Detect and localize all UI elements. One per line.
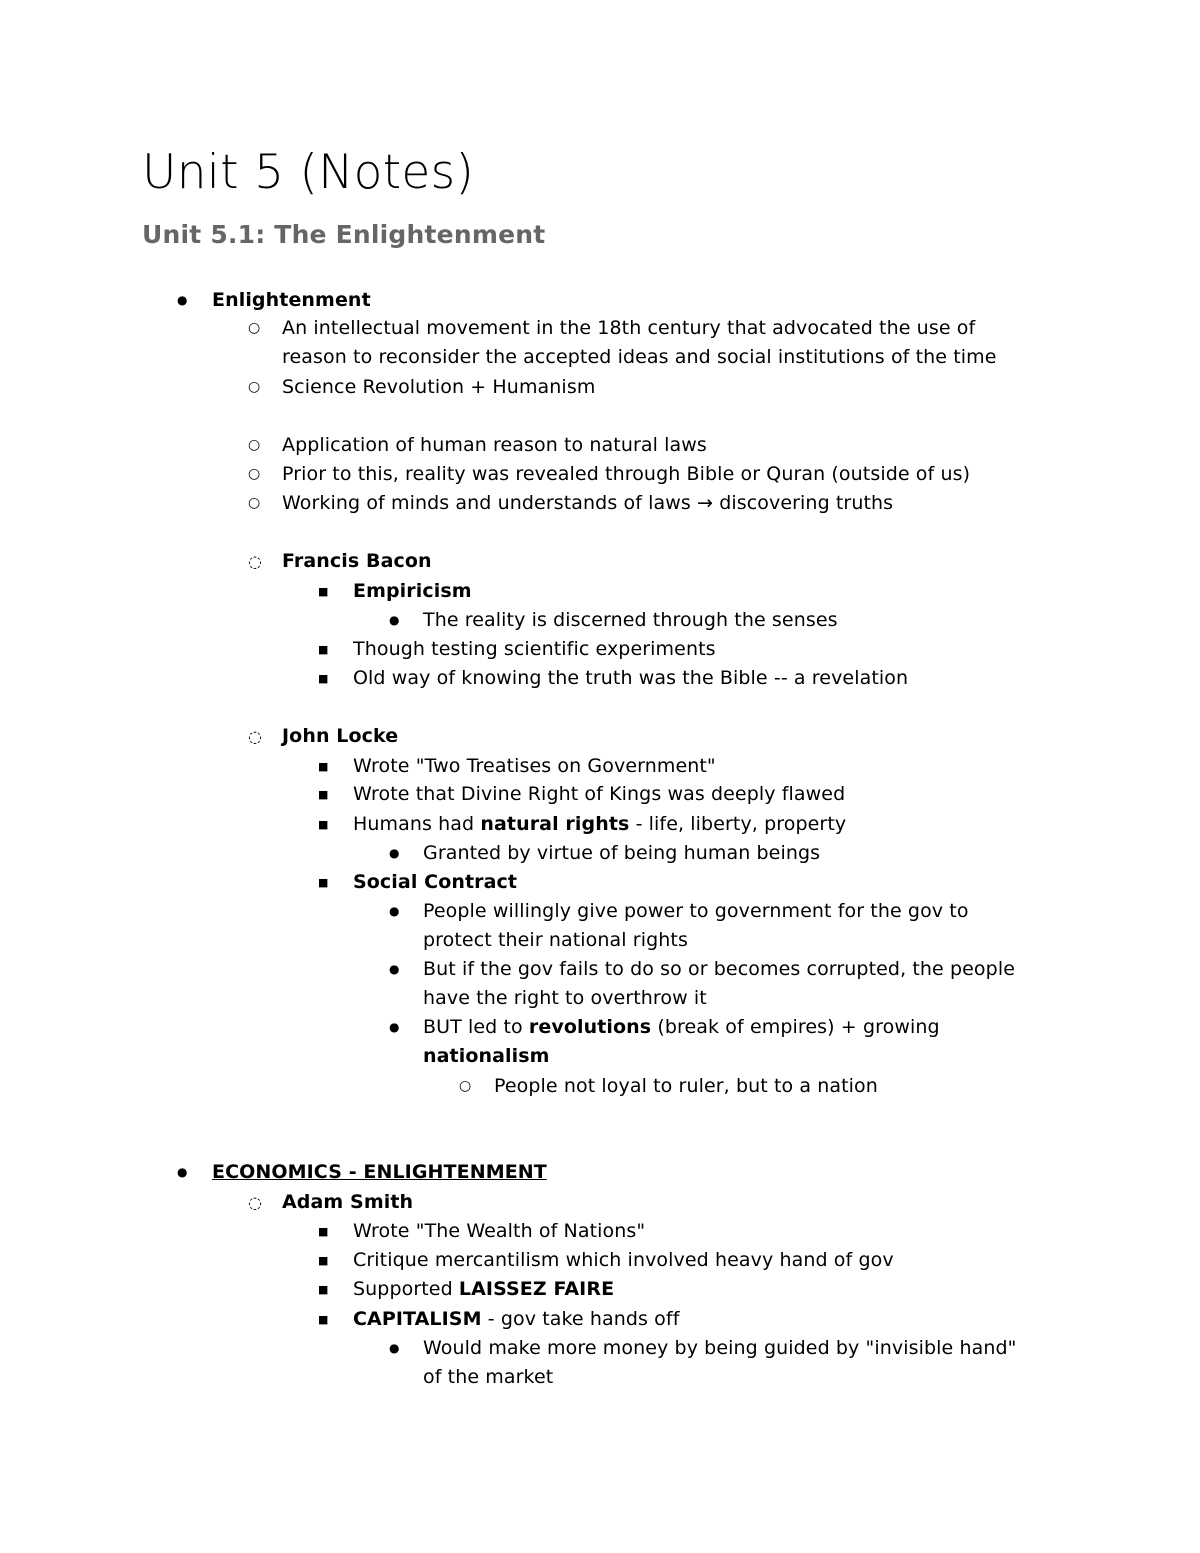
list-item	[353, 868, 517, 897]
bullet-disc-icon	[389, 606, 399, 635]
bullet-circle-icon	[248, 489, 260, 518]
item-text: Wrote that Divine Right of Kings was deeply flawed	[353, 783, 846, 805]
bullet-circle-icon	[248, 431, 260, 460]
list-item	[212, 286, 371, 315]
list-item	[423, 897, 969, 926]
list-item-continuation	[423, 926, 688, 955]
bullet-square-icon	[318, 635, 328, 664]
list-item	[423, 839, 820, 868]
bullet-dotted-circle-icon	[248, 722, 262, 751]
list-item	[353, 1217, 645, 1246]
list-item-continuation	[423, 1042, 550, 1071]
list-item	[494, 1072, 878, 1101]
item-text: Humans had	[353, 813, 481, 835]
list-item-continuation	[423, 1363, 553, 1392]
item-text: Prior to this, reality was revealed through Bible or Quran (outside of us)	[282, 463, 971, 485]
item-text: (break of empires) + growing	[651, 1016, 940, 1038]
list-item	[423, 955, 1015, 984]
list-item	[282, 460, 970, 489]
list-item	[353, 635, 716, 664]
bullet-disc-icon	[389, 1334, 399, 1363]
item-text: Old way of knowing the truth was the Bible -- a revelation	[353, 667, 909, 689]
item-text: - gov take hands off	[481, 1308, 680, 1330]
item-text: The reality is discerned through the senses	[423, 609, 838, 631]
term: nationalism	[423, 1045, 550, 1067]
item-text: Wrote "The Wealth of Nations"	[353, 1220, 646, 1242]
item-text: of the market	[423, 1366, 554, 1388]
item-text: protect their national rights	[423, 929, 688, 951]
term: CAPITALISM	[353, 1308, 482, 1330]
list-item	[353, 664, 908, 693]
list-item	[212, 1158, 547, 1187]
list-item-continuation	[423, 984, 707, 1013]
list-item	[423, 1334, 1016, 1363]
list-item	[353, 577, 472, 606]
person-name: Francis Bacon	[282, 550, 432, 572]
term: Social Contract	[353, 871, 518, 893]
list-item	[353, 752, 716, 781]
section-label: ECONOMICS - ENLIGHTENMENT	[212, 1161, 547, 1183]
term: Enlightenment	[212, 289, 371, 311]
bullet-dotted-circle-icon	[248, 1188, 262, 1217]
term: Empiricism	[353, 580, 472, 602]
item-text: Supported	[353, 1278, 459, 1300]
list-item	[353, 1305, 680, 1334]
item-text: Though testing scientific experiments	[353, 638, 716, 660]
list-item	[353, 810, 846, 839]
bullet-square-icon	[318, 810, 328, 839]
bullet-disc-icon	[177, 286, 187, 315]
bullet-circle-icon	[459, 1072, 471, 1101]
page-title: Unit 5 (Notes)	[142, 145, 475, 200]
item-text: People not loyal to ruler, but to a nation	[494, 1075, 878, 1097]
term: revolutions	[528, 1016, 652, 1038]
bullet-disc-icon	[389, 1013, 399, 1042]
item-text: Critique mercantilism which involved heavy hand of gov	[353, 1249, 894, 1271]
bullet-square-icon	[318, 1305, 328, 1334]
bullet-square-icon	[318, 752, 328, 781]
bullet-square-icon	[318, 664, 328, 693]
item-text: have the right to overthrow it	[423, 987, 707, 1009]
item-text: But if the gov fails to do so or becomes corrupted, the people	[423, 958, 1015, 980]
term: natural rights	[480, 813, 630, 835]
bullet-disc-icon	[389, 897, 399, 926]
list-item	[282, 547, 432, 576]
list-item	[353, 1275, 614, 1304]
bullet-square-icon	[318, 780, 328, 809]
item-text: Granted by virtue of being human beings	[423, 842, 821, 864]
bullet-disc-icon	[389, 839, 399, 868]
item-text: Working of minds and understands of laws → discovering truths	[282, 492, 894, 514]
item-text: Science Revolution + Humanism	[282, 376, 596, 398]
item-text: reason to reconsider the accepted ideas and social institutions of the time	[282, 346, 997, 368]
list-item	[423, 606, 838, 635]
item-text: Application of human reason to natural laws	[282, 434, 707, 456]
item-text: - life, liberty, property	[629, 813, 847, 835]
list-item	[282, 489, 893, 518]
person-name: Adam Smith	[282, 1191, 414, 1213]
bullet-dotted-circle-icon	[248, 547, 262, 576]
list-item	[282, 373, 595, 402]
item-text: Would make more money by being guided by "invisible hand"	[423, 1337, 1017, 1359]
person-name: John Locke	[282, 725, 399, 747]
bullet-disc-icon	[389, 955, 399, 984]
bullet-disc-icon	[177, 1158, 187, 1187]
bullet-square-icon	[318, 1217, 328, 1246]
item-text: An intellectual movement in the 18th century that advocated the use of	[282, 317, 976, 339]
bullet-square-icon	[318, 1275, 328, 1304]
section-heading: Unit 5.1: The Enlightenment	[142, 220, 546, 249]
item-text: People willingly give power to government for the gov to	[423, 900, 969, 922]
list-item	[282, 314, 975, 343]
bullet-circle-icon	[248, 373, 260, 402]
term: LAISSEZ FAIRE	[458, 1278, 615, 1300]
item-text: Wrote "Two Treatises on Government"	[353, 755, 716, 777]
list-item	[282, 431, 707, 460]
bullet-circle-icon	[248, 460, 260, 489]
list-item	[423, 1013, 940, 1042]
list-item	[282, 722, 398, 751]
list-item	[353, 780, 845, 809]
bullet-square-icon	[318, 868, 328, 897]
bullet-square-icon	[318, 1246, 328, 1275]
item-text: BUT led to	[423, 1016, 529, 1038]
list-item	[353, 1246, 894, 1275]
bullet-circle-icon	[248, 314, 260, 343]
list-item	[282, 1188, 413, 1217]
bullet-square-icon	[318, 577, 328, 606]
list-item-continuation	[282, 343, 997, 372]
